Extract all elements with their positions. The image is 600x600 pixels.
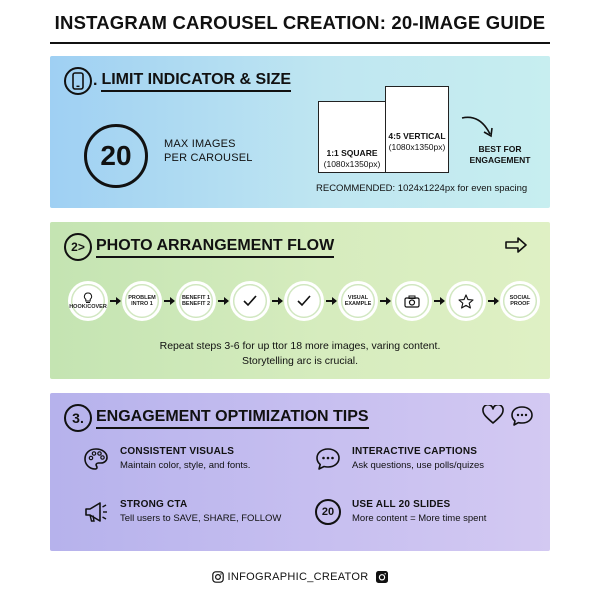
max-images-badge: 20 [84, 124, 148, 188]
section-number-badge: 2> [64, 233, 92, 261]
step-benefits: BENEFIT 1 BENEFIT 2 [176, 281, 216, 321]
step-check-1 [230, 281, 270, 321]
flow-arrow [110, 300, 120, 302]
step-check-2 [284, 281, 324, 321]
section-number-badge: 3. [64, 404, 92, 432]
square-format-card: 1:1 SQUARE (1080x1350px) [318, 101, 386, 173]
megaphone-icon [82, 498, 110, 526]
star-icon [458, 294, 474, 309]
tip-strong-cta: STRONG CTA Tell users to SAVE, SHARE, FOLLOW [82, 498, 281, 526]
section-title: LIMIT INDICATOR & SIZE [101, 71, 291, 92]
footer [0, 571, 600, 583]
step-visual-example: VISUAL EXAMPLE [338, 281, 378, 321]
flow-arrow [218, 300, 228, 302]
camera-logo-icon [376, 571, 388, 583]
flow-arrow [380, 300, 390, 302]
engagement-tips-panel [50, 393, 550, 551]
tip-consistent-visuals: CONSISTENT VISUALS Maintain color, style, and fonts. [82, 445, 250, 473]
curved-arrow-icon [458, 112, 498, 142]
checkmark-icon [296, 294, 312, 308]
section-header [64, 403, 369, 433]
tip-use-all-slides: 20 USE ALL 20 SLIDES More content = More time spent [314, 498, 486, 526]
photo-arrangement-panel [50, 222, 550, 379]
title-divider [50, 42, 550, 44]
camera-icon [404, 295, 420, 308]
lightbulb-icon [83, 292, 93, 304]
engagement-icons [482, 405, 534, 427]
smartphone-icon [64, 67, 92, 95]
flow-arrow [164, 300, 174, 302]
section-title: ENGAGEMENT OPTIMIZATION TIPS [96, 408, 369, 429]
step-social-proof: SOCIAL PROOF [500, 281, 540, 321]
arrangement-flow [68, 281, 538, 325]
section-header: . LIMIT INDICATOR & SIZE [64, 66, 291, 96]
palette-icon [82, 445, 110, 473]
flow-arrow [326, 300, 336, 302]
speech-bubble-icon [314, 445, 342, 473]
section-title: PHOTO ARRANGEMENT FLOW [96, 237, 334, 258]
instagram-icon[interactable] [212, 571, 224, 583]
flow-arrow [272, 300, 282, 302]
right-arrow-icon [504, 236, 528, 254]
heart-icon [482, 405, 504, 425]
step-hook-cover: HOOK/COVER [68, 281, 108, 321]
page-title: INSTAGRAM CAROUSEL CREATION: 20-IMAGE GUIDE [54, 12, 546, 33]
checkmark-icon [242, 294, 258, 308]
creator-handle[interactable]: INFOGRAPHIC_CREATOR [227, 571, 369, 583]
tip-interactive-captions: INTERACTIVE CAPTIONS Ask questions, use polls/quizes [314, 445, 484, 473]
vertical-format-card: 4:5 VERTICAL (1080x1350px) [385, 86, 449, 173]
section-header [64, 232, 334, 262]
repeat-note: Repeat steps 3-6 for up ttor 18 more images, varing content. Storytelling arc is crucial. [159, 340, 441, 367]
best-for-engagement-label: BEST FOR ENGAGEMENT [469, 144, 531, 165]
recommended-size-note: RECOMMENDED: 1024x1224px for even spacing [316, 183, 528, 194]
limit-indicator-panel [50, 56, 550, 208]
step-star [446, 281, 486, 321]
step-problem-intro: PROBLEM INTRO 1 [122, 281, 162, 321]
max-images-label: MAX IMAGES PER CAROUSEL [164, 138, 253, 164]
chat-bubble-icon [510, 405, 534, 427]
step-photo [392, 281, 432, 321]
flow-arrow [434, 300, 444, 302]
flow-arrow [488, 300, 498, 302]
number-20-icon: 20 [314, 498, 342, 526]
